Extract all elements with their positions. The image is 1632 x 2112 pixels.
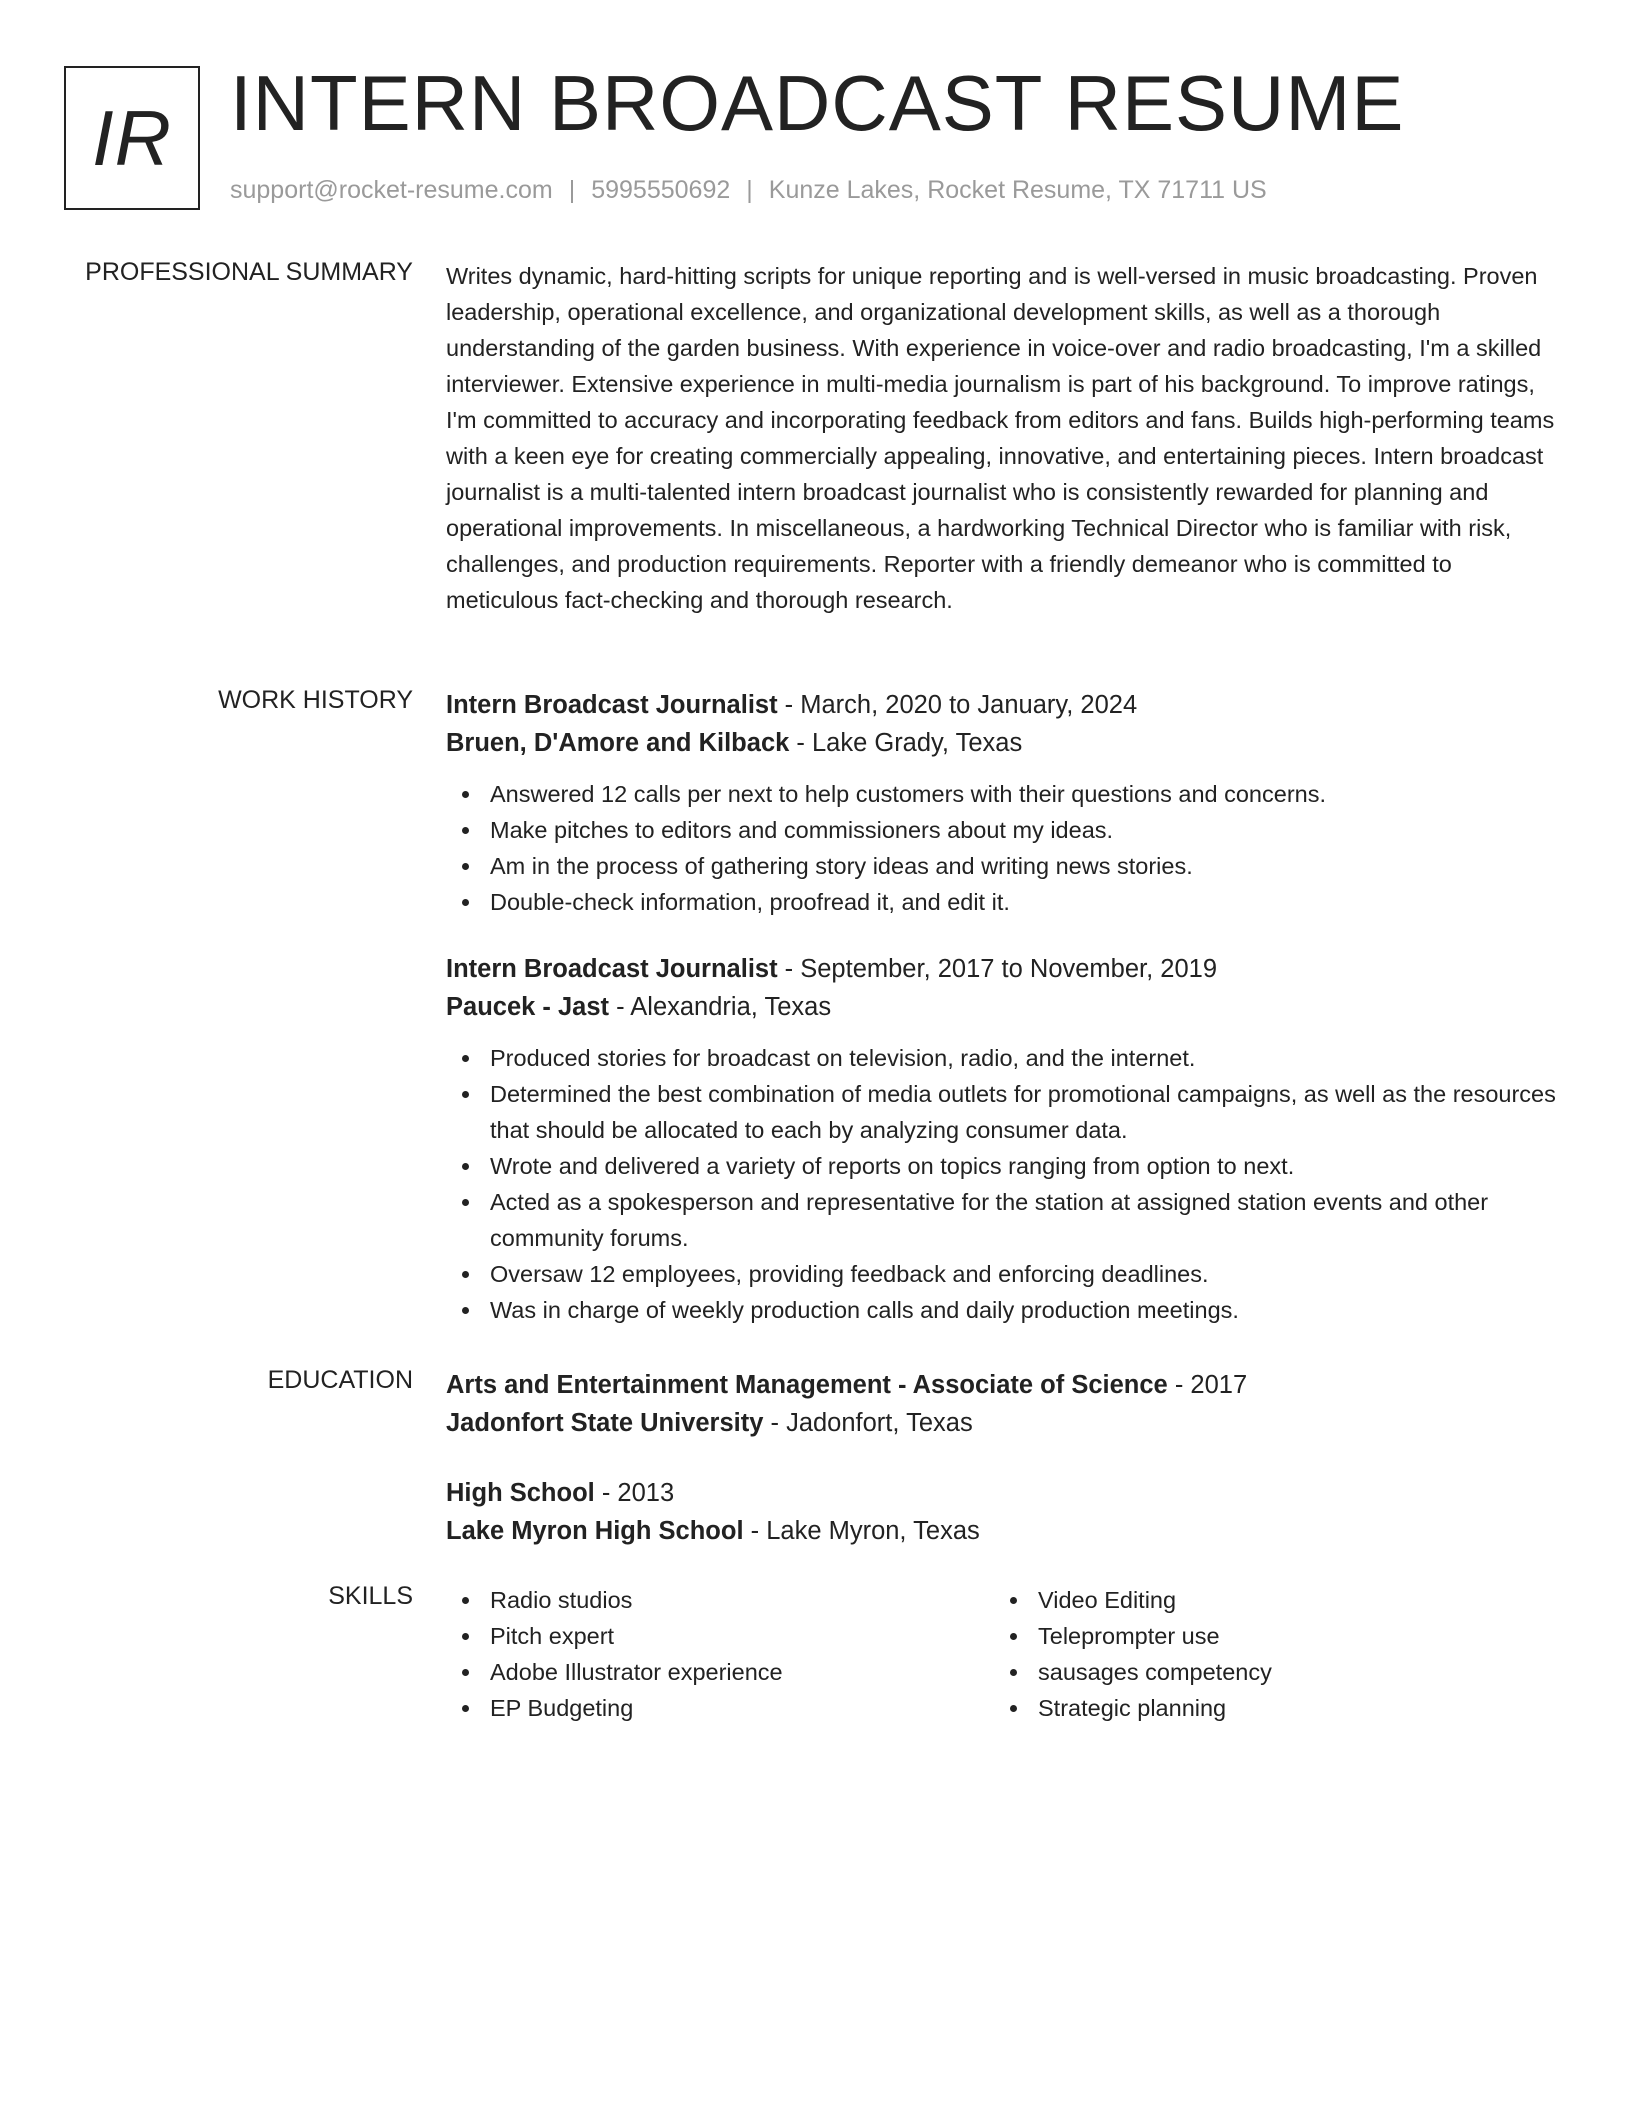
contact-line <box>230 176 1267 205</box>
education-year: - 2017 <box>1167 1371 1248 1399</box>
job-company: Bruen, D'Amore and Kilback <box>446 729 790 757</box>
education-school: Lake Myron High School <box>446 1517 744 1545</box>
monogram-box <box>64 66 200 210</box>
contact-address: Kunze Lakes, Rocket Resume, TX 71711 US <box>768 176 1267 204</box>
contact-email[interactable]: support@rocket-resume.com <box>230 176 553 204</box>
education-degree: High School <box>446 1479 595 1507</box>
education-degree-line <box>446 1474 1562 1512</box>
job-title: Intern Broadcast Journalist <box>446 955 778 983</box>
summary-body <box>446 258 1562 618</box>
job-company-line <box>446 724 1562 762</box>
job-bullet: Answered 12 calls per next to help customers with their questions and concerns. <box>446 776 1562 812</box>
job-bullet: Oversaw 12 employees, providing feedback and enforcing deadlines. <box>446 1256 1562 1292</box>
education-location: - Jadonfort, Texas <box>763 1409 973 1437</box>
section-heading-summary: PROFESSIONAL SUMMARY <box>85 258 413 286</box>
skills-list <box>446 1582 994 1726</box>
section-heading-education: EDUCATION <box>267 1366 413 1394</box>
job-location: - Alexandria, Texas <box>609 993 832 1021</box>
skill-item: Radio studios <box>446 1582 994 1618</box>
job-entry <box>446 950 1562 1328</box>
section-heading-skills: SKILLS <box>328 1582 413 1610</box>
education-school-line <box>446 1404 1562 1442</box>
skills-column-left <box>446 1582 994 1726</box>
skills-body <box>446 1582 1562 1726</box>
education-school: Jadonfort State University <box>446 1409 764 1437</box>
skills-list <box>994 1582 1542 1726</box>
job-bullet: Am in the process of gathering story ideas and writing news stories. <box>446 848 1562 884</box>
job-bullet: Acted as a spokesperson and representative for the station at assigned station events and other community forums. <box>446 1184 1562 1256</box>
skill-item: Adobe Illustrator experience <box>446 1654 994 1690</box>
education-school-line <box>446 1512 1562 1550</box>
resume-title: INTERN BROADCAST RESUME <box>230 59 1405 147</box>
job-bullets <box>446 1040 1562 1328</box>
job-entry <box>446 686 1562 920</box>
skill-item: Teleprompter use <box>994 1618 1542 1654</box>
contact-phone[interactable]: 5995550692 <box>591 176 731 204</box>
job-bullet: Produced stories for broadcast on television, radio, and the internet. <box>446 1040 1562 1076</box>
education-entry <box>446 1474 1562 1550</box>
contact-separator: | <box>746 176 753 204</box>
summary-text: Writes dynamic, hard-hitting scripts for unique reporting and is well-versed in music broadcasting. Proven leadership, operational excellence, and organizational development skills, as well as a thorough understanding of the garden business. With experience in voice-over and radio broadcasting, I'm a skilled interviewer. Extensive experience in multi-media journalism is part of his background. To improve ratings, I'm committed to accuracy and incorporating feedback from editors and fans. Builds high-performing teams with a keen eye for creating commercially appealing, innovative, and entertaining pieces. Intern broadcast journalist is a multi-talented intern broadcast journalist who is consistently rewarded for planning and operational improvements. In miscellaneous, a hardworking Technical Director who is familiar with risk, challenges, and production requirements. Reporter with a friendly demeanor who is committed to meticulous fact-checking and thorough research. <box>446 263 1555 613</box>
job-bullet: Make pitches to editors and commissioners about my ideas. <box>446 812 1562 848</box>
skills-column-right <box>994 1582 1542 1726</box>
job-bullet: Double-check information, proofread it, and edit it. <box>446 884 1562 920</box>
education-location: - Lake Myron, Texas <box>743 1517 980 1545</box>
job-location: - Lake Grady, Texas <box>789 729 1023 757</box>
job-title-line <box>446 950 1562 988</box>
monogram-initials: IR <box>92 93 172 182</box>
job-title: Intern Broadcast Journalist <box>446 691 778 719</box>
education-degree: Arts and Entertainment Management - Associate of Science <box>446 1371 1168 1399</box>
skill-item: sausages competency <box>994 1654 1542 1690</box>
job-dates: - March, 2020 to January, 2024 <box>777 691 1138 719</box>
contact-separator: | <box>568 176 576 204</box>
job-bullet: Was in charge of weekly production calls and daily production meetings. <box>446 1292 1562 1328</box>
skill-item: Video Editing <box>994 1582 1542 1618</box>
job-title-line <box>446 686 1562 724</box>
job-company-line <box>446 988 1562 1026</box>
skills-columns <box>446 1582 1562 1726</box>
education-degree-line <box>446 1366 1562 1404</box>
job-bullets <box>446 776 1562 920</box>
job-bullet: Wrote and delivered a variety of reports on topics ranging from option to next. <box>446 1148 1562 1184</box>
education-year: - 2013 <box>594 1479 675 1507</box>
skill-item: Pitch expert <box>446 1618 994 1654</box>
job-bullet: Determined the best combination of media outlets for promotional campaigns, as well as the resources that should be allocated to each by analyzing consumer data. <box>446 1076 1562 1148</box>
section-heading-work: WORK HISTORY <box>218 686 413 714</box>
skill-item: Strategic planning <box>994 1690 1542 1726</box>
job-company: Paucek - Jast <box>446 993 610 1021</box>
work-body <box>446 686 1562 1328</box>
education-body <box>446 1366 1562 1550</box>
job-dates: - September, 2017 to November, 2019 <box>777 955 1218 983</box>
skill-item: EP Budgeting <box>446 1690 994 1726</box>
education-entry <box>446 1366 1562 1442</box>
